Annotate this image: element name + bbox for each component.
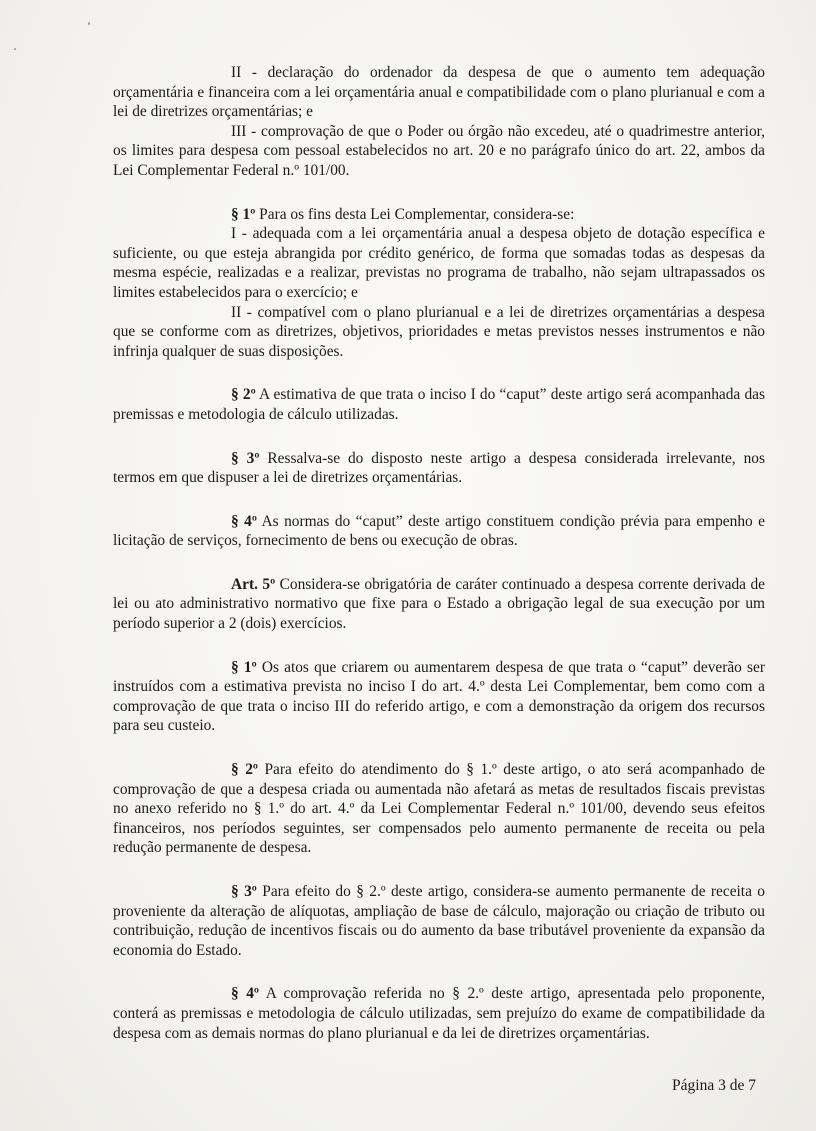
- paragraph-s2: [113, 385, 765, 424]
- paragraph-text: Para os fins desta Lei Complementar, considera-se:: [255, 205, 575, 223]
- paragraph-marker: § 4º: [231, 512, 257, 530]
- paragraph-s4: [113, 512, 765, 551]
- paragraph-text: Para efeito do § 2.º deste artigo, considera-se aumento permanente de receita o proveniente da alteração de alíquotas, ampliação de base de cálculo, majoração ou criação de tributo ou contribuição, redução de incentivos fiscais ou do aumento da base tributável proveniente da expansão da economia do Estado.: [113, 883, 766, 959]
- scan-speck: [88, 22, 90, 25]
- paragraph-marker: § 3º: [231, 449, 260, 467]
- paragraph-text: II - compatível com o plano plurianual e a lei de diretrizes orçamentárias a despesa que se conforme com as diretrizes, objetivos, prioridades e metas previstos nesses instrumentos e não infrinja qualquer de suas disposições.: [113, 303, 765, 360]
- paragraph-text: Para efeito do atendimento do § 1.º deste artigo, o ato será acompanhado de comprovação de que a despesa criada ou aumentada não afetará as metas de resultados fiscais previstas no anexo referido no § 1.º do art. 4.º da Lei Complementar Federal n.º 101/00, devendo seus efeitos financeiros, nos períodos seguintes, ser compensados pelo aumento permanente de receita ou pela redução permanente de despesa.: [113, 761, 765, 857]
- paragraph-marker: § 1º: [231, 205, 256, 223]
- paragraph-text: A comprovação referida no § 2.º deste artigo, apresentada pelo proponente, conterá as premissas e metodologia de cálculo utilizadas, sem prejuízo do exame de compatibilidade da despesa com as demais normas do plano plurianual e da lei de diretrizes orçamentárias.: [113, 985, 765, 1042]
- paragraph-text: Considera-se obrigatória de caráter continuado a despesa corrente derivada de lei ou ato administrativo normativo que fixe para o Estado a obrigação legal de sua execução por um período superior a 2 (dois) exercícios.: [113, 575, 765, 633]
- paragraph-marker: § 1º: [231, 658, 257, 676]
- paragraph-art5-s2: [113, 760, 765, 858]
- paragraph-inciso-ii: [113, 63, 765, 122]
- paragraph-text: Os atos que criarem ou aumentarem despesa de que trata o “caput” deverão ser instruídos com a estimativa prevista no inciso I do art. 4.º desta Lei Complementar, bem como com a comprovação de que trata o inciso III do referido artigo, e com a demonstração da origem dos recursos para seu custeio.: [113, 658, 765, 735]
- paragraph-s1-inciso-i: [113, 224, 765, 302]
- paragraph-marker: § 4º: [231, 985, 260, 1003]
- paragraph-inciso-iii: [113, 122, 765, 181]
- paragraph-s3: [113, 449, 765, 488]
- paragraph-marker: § 3º: [231, 883, 257, 900]
- paragraph-art5: [113, 575, 765, 634]
- paragraph-marker: Art. 5º: [231, 575, 276, 593]
- page-number: Página 3 de 7: [672, 1077, 756, 1094]
- paragraph-s1-inciso-ii: [113, 303, 765, 362]
- paragraph-art5-s4: [113, 984, 765, 1043]
- paragraph-art5-s3: [113, 882, 765, 960]
- paragraph-s1-intro: [113, 205, 765, 225]
- paragraph-text: As normas do “caput” deste artigo constituem condição prévia para empenho e licitação de serviços, fornecimento de bens ou execução de obras.: [113, 512, 765, 550]
- scan-speck: [14, 48, 16, 50]
- paragraph-text: II - declaração do ordenador da despesa de que o aumento tem adequação orçamentária e financeira com a lei orçamentária anual e compatibilidade com o plano plurianual e com a lei de diretrizes orçamentárias; e: [113, 64, 765, 121]
- paragraph-text: I - adequada com a lei orçamentária anual a despesa objeto de dotação específica e suficiente, ou que esteja abrangida por crédito genérico, de forma que somadas todas as despesas da mesma espécie, realizadas e a realizar, previstas no programa de trabalho, não sejam ultrapassados os limites estabelecidos para o exercício; e: [113, 225, 765, 301]
- paragraph-text: Ressalva-se do disposto neste artigo a despesa considerada irrelevante, nos termos em que dispuser a lei de diretrizes orçamentárias.: [113, 449, 765, 487]
- paragraph-marker: § 2º: [231, 386, 256, 404]
- paragraph-art5-s1: [113, 658, 765, 736]
- paragraph-text: A estimativa de que trata o inciso I do “caput” deste artigo será acompanhada das premissas e metodologia de cálculo utilizadas.: [113, 386, 765, 423]
- paragraph-text: III - comprovação de que o Poder ou órgão não excedeu, até o quadrimestre anterior, os limites para despesa com pessoal estabelecidos no art. 20 e no parágrafo único do art. 22, ambos da Lei Complementar Federal n.º 101/00.: [113, 122, 765, 179]
- document-body: [113, 63, 765, 1043]
- paragraph-marker: § 2º: [231, 761, 258, 779]
